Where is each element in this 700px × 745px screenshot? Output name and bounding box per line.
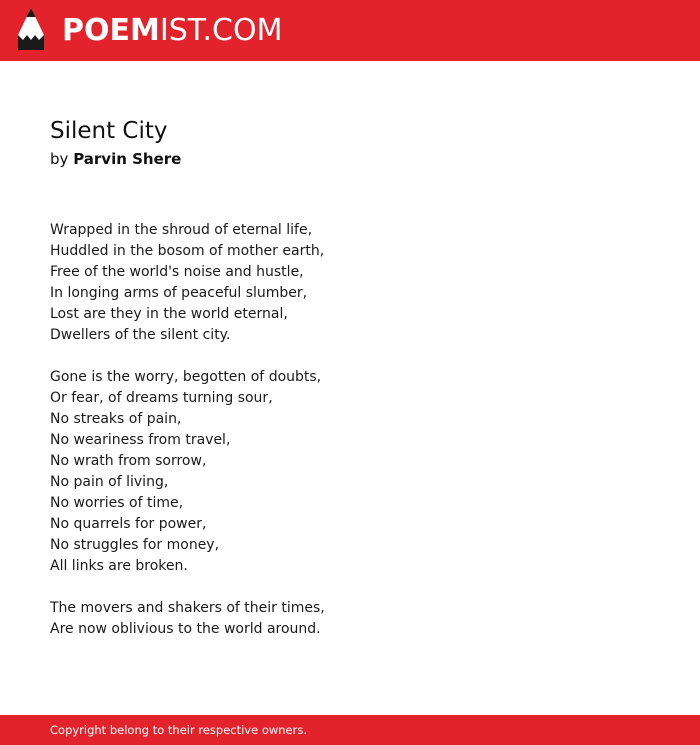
stanza-2 — [50, 367, 650, 577]
pencil-icon[interactable] — [16, 8, 46, 53]
author-name: Parvin Shere — [73, 150, 182, 168]
poem-title: Silent City — [50, 118, 168, 144]
poem-line: No streaks of pain, — [50, 411, 182, 427]
poem-line: No worries of time, — [50, 495, 184, 511]
poem-line: The movers and shakers of their times, — [50, 600, 325, 616]
copyright-text: Copyright belong to their respective owners. — [50, 723, 308, 737]
site-header — [0, 0, 700, 61]
stanza-3 — [50, 598, 650, 640]
poem-line: No wrath from sorrow, — [50, 453, 207, 469]
poem-line: Huddled in the bosom of mother earth, — [50, 243, 325, 259]
site-footer — [0, 715, 700, 745]
stanza-1 — [50, 220, 650, 346]
poem-line: Gone is the worry, begotten of doubts, — [50, 369, 322, 385]
poem-line: Free of the world's noise and hustle, — [50, 264, 304, 280]
poem-line: No quarrels for power, — [50, 516, 207, 532]
site-logo[interactable] — [62, 11, 282, 51]
poem-line: Dwellers of the silent city. — [50, 327, 231, 343]
poem-line: All links are broken. — [50, 558, 188, 574]
poem-line: Wrapped in the shroud of eternal life, — [50, 222, 313, 238]
poem-line: No struggles for money, — [50, 537, 220, 553]
poem-line: No weariness from travel, — [50, 432, 231, 448]
poem-content — [50, 114, 650, 661]
logo-bold-text: POEM — [62, 13, 160, 48]
logo-light-text: IST.COM — [159, 13, 283, 48]
poem-body — [50, 220, 650, 640]
by-label: by — [50, 150, 69, 168]
poem-line: In longing arms of peaceful slumber, — [50, 285, 308, 301]
poem-line: No pain of living, — [50, 474, 169, 490]
poem-line: Lost are they in the world eternal, — [50, 306, 288, 322]
poem-line: Or fear, of dreams turning sour, — [50, 390, 273, 406]
poem-line: Are now oblivious to the world around. — [50, 621, 321, 637]
byline — [50, 148, 650, 170]
